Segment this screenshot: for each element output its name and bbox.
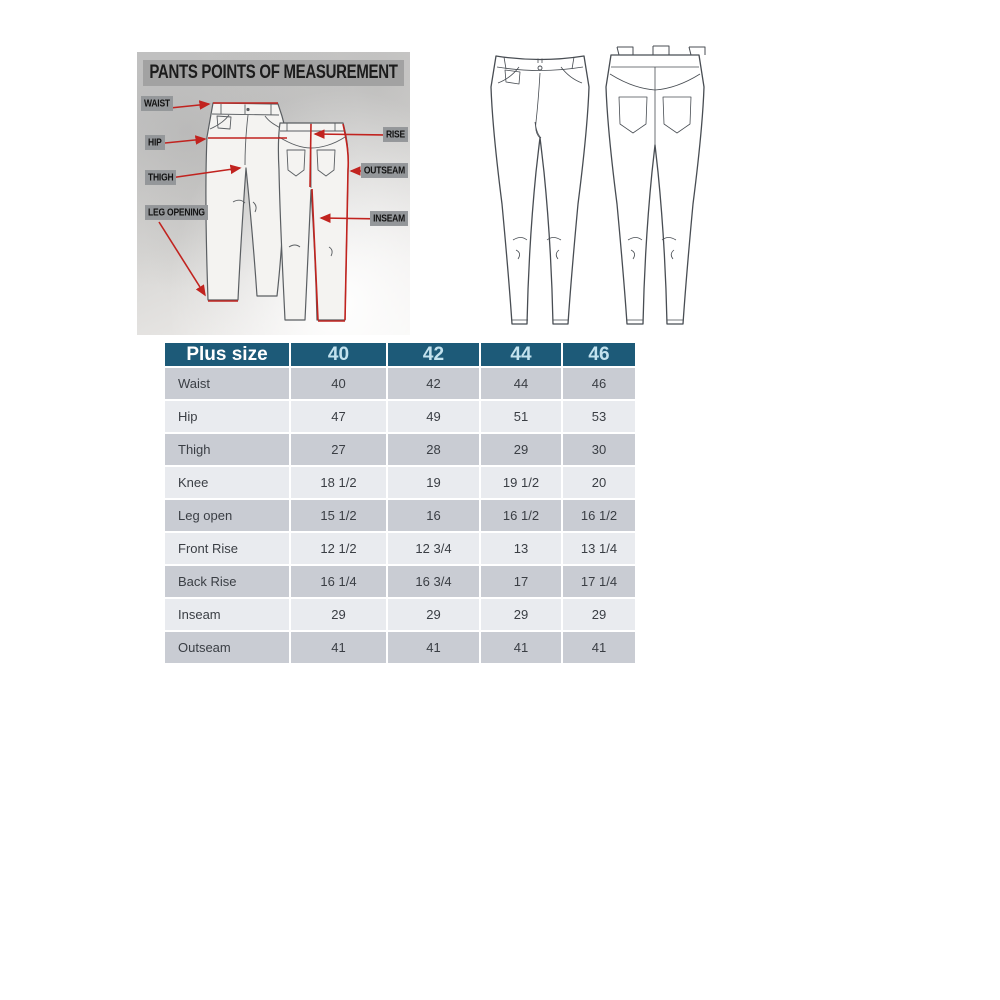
size-cell: 41 xyxy=(481,632,561,663)
hip-arrow xyxy=(165,139,205,143)
size-cell: 17 1/4 xyxy=(563,566,635,597)
technical-sketch xyxy=(483,42,713,332)
row-label: Back Rise xyxy=(165,566,289,597)
label-inseam: INSEAM xyxy=(370,211,408,226)
table-row-inseam xyxy=(165,599,635,630)
size-cell: 29 xyxy=(563,599,635,630)
label-waist: WAIST xyxy=(141,96,173,111)
row-label: Inseam xyxy=(165,599,289,630)
label-outseam: OUTSEAM xyxy=(361,163,408,178)
size-cell: 16 1/2 xyxy=(481,500,561,531)
pants-back-sketch xyxy=(606,46,705,324)
size-cell: 29 xyxy=(291,599,386,630)
size-cell: 13 xyxy=(481,533,561,564)
rise-arrow xyxy=(315,134,385,135)
label-leg-opening: LEG OPENING xyxy=(145,205,208,220)
size-cell: 41 xyxy=(388,632,479,663)
size-cell: 29 xyxy=(481,434,561,465)
size-column-46: 46 xyxy=(563,343,635,366)
size-chart-header-row xyxy=(165,343,635,366)
size-cell: 28 xyxy=(388,434,479,465)
size-cell: 40 xyxy=(291,368,386,399)
measurement-diagram xyxy=(137,52,410,335)
table-row-knee xyxy=(165,467,635,498)
size-chart-table xyxy=(163,341,637,665)
size-cell: 12 1/2 xyxy=(291,533,386,564)
label-thigh: THIGH xyxy=(145,170,176,185)
size-cell: 19 xyxy=(388,467,479,498)
size-cell: 20 xyxy=(563,467,635,498)
table-row-leg-open xyxy=(165,500,635,531)
size-cell: 16 1/2 xyxy=(563,500,635,531)
size-cell: 19 1/2 xyxy=(481,467,561,498)
table-row-thigh xyxy=(165,434,635,465)
row-label: Knee xyxy=(165,467,289,498)
size-cell: 29 xyxy=(481,599,561,630)
row-label: Hip xyxy=(165,401,289,432)
table-row-front-rise xyxy=(165,533,635,564)
label-hip: HIP xyxy=(145,135,165,150)
size-cell: 13 1/4 xyxy=(563,533,635,564)
pants-front-diagram xyxy=(206,103,287,300)
size-column-40: 40 xyxy=(291,343,386,366)
size-chart-title: Plus size xyxy=(165,343,289,366)
size-cell: 46 xyxy=(563,368,635,399)
rise-measure-line xyxy=(310,124,311,187)
diagram-title: PANTS POINTS OF MEASUREMENT xyxy=(143,60,404,86)
size-cell: 51 xyxy=(481,401,561,432)
row-label: Leg open xyxy=(165,500,289,531)
size-cell: 53 xyxy=(563,401,635,432)
size-cell: 47 xyxy=(291,401,386,432)
size-cell: 49 xyxy=(388,401,479,432)
table-row-hip xyxy=(165,401,635,432)
row-label: Outseam xyxy=(165,632,289,663)
leg-opening-arrow xyxy=(159,222,205,295)
size-cell: 12 3/4 xyxy=(388,533,479,564)
size-cell: 16 xyxy=(388,500,479,531)
size-cell: 41 xyxy=(563,632,635,663)
size-cell: 30 xyxy=(563,434,635,465)
table-row-back-rise xyxy=(165,566,635,597)
diagram-pants-art xyxy=(137,52,410,335)
row-label: Thigh xyxy=(165,434,289,465)
size-cell: 15 1/2 xyxy=(291,500,386,531)
size-cell: 27 xyxy=(291,434,386,465)
table-row-waist xyxy=(165,368,635,399)
size-cell: 42 xyxy=(388,368,479,399)
size-cell: 29 xyxy=(388,599,479,630)
size-cell: 16 3/4 xyxy=(388,566,479,597)
size-column-44: 44 xyxy=(481,343,561,366)
size-cell: 44 xyxy=(481,368,561,399)
label-rise: RISE xyxy=(383,127,408,142)
size-column-42: 42 xyxy=(388,343,479,366)
pants-front-sketch xyxy=(491,56,589,324)
size-cell: 17 xyxy=(481,566,561,597)
size-cell: 18 1/2 xyxy=(291,467,386,498)
table-row-outseam xyxy=(165,632,635,663)
row-label: Waist xyxy=(165,368,289,399)
size-cell: 41 xyxy=(291,632,386,663)
row-label: Front Rise xyxy=(165,533,289,564)
waist-arrow xyxy=(170,104,209,108)
size-cell: 16 1/4 xyxy=(291,566,386,597)
